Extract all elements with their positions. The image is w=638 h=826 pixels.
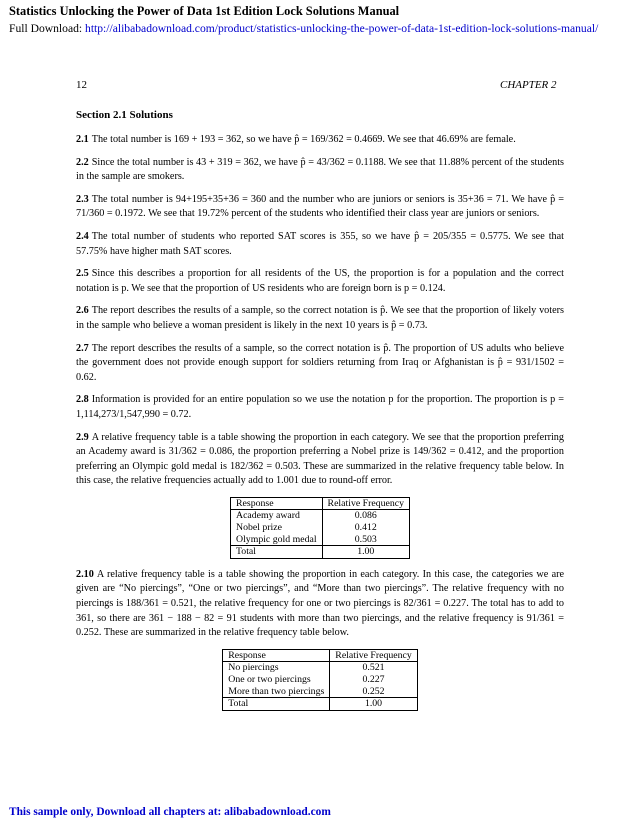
table-cell: 1.00 [330,698,417,711]
table-2-wrapper [76,649,564,711]
table-header-cell: Response [223,649,330,662]
table-cell: 0.227 [330,674,417,686]
table-cell: Total [231,546,323,559]
solution-2-8: 2.8 Information is provided for an entire population so we use the notation p for the proportion. The proportion is p = 1,114,273/1,547,990 = 0.72. [76,394,564,420]
table-cell: 0.521 [330,662,417,674]
relative-frequency-table-piercings [222,649,418,711]
table-cell: 0.503 [322,534,409,546]
solution-2-2: 2.2 Since the total number is 43 + 319 = 362, we have p̂ = 43/362 = 0.1188. We see that 11.88% percent of the students in the sample are smokers. [76,156,564,183]
table-header-cell: Relative Frequency [322,497,409,510]
solutions-content [76,133,564,720]
table-cell: 1.00 [322,546,409,559]
table-cell: No piercings [223,662,330,674]
table-cell: More than two piercings [223,686,330,698]
table-row [231,522,410,534]
table-row [231,510,410,522]
document-title: Statistics Unlocking the Power of Data 1st Edition Lock Solutions Manual [9,4,400,18]
chapter-label: CHAPTER 2 [500,79,557,91]
table-header-cell: Response [231,497,323,510]
full-download-label: Full Download: [9,22,83,35]
table-cell: Nobel prize [231,522,323,534]
solution-2-6: 2.6 The report describes the results of a sample, so the correct notation is p̂. We see that the proportion of likely voters in the sample who believe a woman president is likely in the next 10 years is p̂ = 0.73. [76,305,564,331]
table-cell: Olympic gold medal [231,534,323,546]
page-number: 12 [76,79,87,91]
solution-2-4: 2.4 The total number of students who reported SAT scores is 355, so we have p̂ = 205/355 = 0.5775. We see that 57.75% have higher math SAT scores. [76,230,564,257]
table-total-row [231,546,410,559]
full-download-line [9,22,598,35]
download-footer-link[interactable]: This sample only, Download all chapters at: alibabadownload.com [9,806,331,818]
table-cell: Academy award [231,510,323,522]
table-header-cell: Relative Frequency [330,649,417,662]
solution-2-1: 2.1 The total number is 169 + 193 = 362, so we have p̂ = 169/362 = 0.4669. We see that 46.69% are female. [76,134,516,145]
table-header-row [231,497,410,510]
table-header-row [223,649,418,662]
solution-2-5: 2.5 Since this describes a proportion for all residents of the US, the proportion is for a population and the correct notation is p. We see that the proportion of US residents who are foreign born is p = 0.124. [76,268,564,294]
table-1-wrapper [76,497,564,559]
table-row [223,686,418,698]
table-row [231,534,410,546]
table-cell: One or two piercings [223,674,330,686]
table-cell: 0.252 [330,686,417,698]
solution-2-10: 2.10 A relative frequency table is a table showing the proportion in each category. In this case, the categories we are given are “No piercings”, “One or two piercings”, and “More than two piercings”. The relative frequency with no piercings is 188/361 = 0.521, the relative frequency for one or two piercings is 82/361 = 0.227. The total has to add to 361, so there are 361 − 188 − 82 = 91 students with more than two piercings, and the relative frequency is 91/361 = 0.252. These are summarized in the relative frequency table below. [76,568,564,639]
table-cell: Total [223,698,330,711]
solution-2-3: 2.3 The total number is 94+195+35+36 = 360 and the number who are juniors or seniors is 35+36 = 71. We have p̂ = 71/360 = 0.1972. We see that 19.72% percent of the students who identified their class year are juniors or seniors. [76,193,564,220]
solution-2-9: 2.9 A relative frequency table is a table showing the proportion in each category. We see that the proportion preferring an Academy award is 31/362 = 0.086, the proportion preferring a Nobel prize is 149/362 = 0.412, and the proportion preferring an Olympic gold medal is 182/362 = 0.503. These are summarized in the relative frequency table below. In this case, the relative frequencies actually add to 1.001 due to round-off error. [76,431,564,487]
table-cell: 0.412 [322,522,409,534]
relative-frequency-table-prizes [230,497,410,559]
table-row [223,662,418,674]
solution-2-7: 2.7 The report describes the results of a sample, so the correct notation is p̂. The proportion of US adults who believe the government does not provide enough support for soldiers returning from Iraq or Afghanistan is p̂ = 931/1502 = 0.62. [76,342,564,383]
table-total-row [223,698,418,711]
full-download-link[interactable]: http://alibabadownload.com/product/statistics-unlocking-the-power-of-data-1st-edition-lock-solutions-manual/ [85,22,599,35]
section-title: Section 2.1 Solutions [76,109,173,121]
table-cell: 0.086 [322,510,409,522]
table-row [223,674,418,686]
